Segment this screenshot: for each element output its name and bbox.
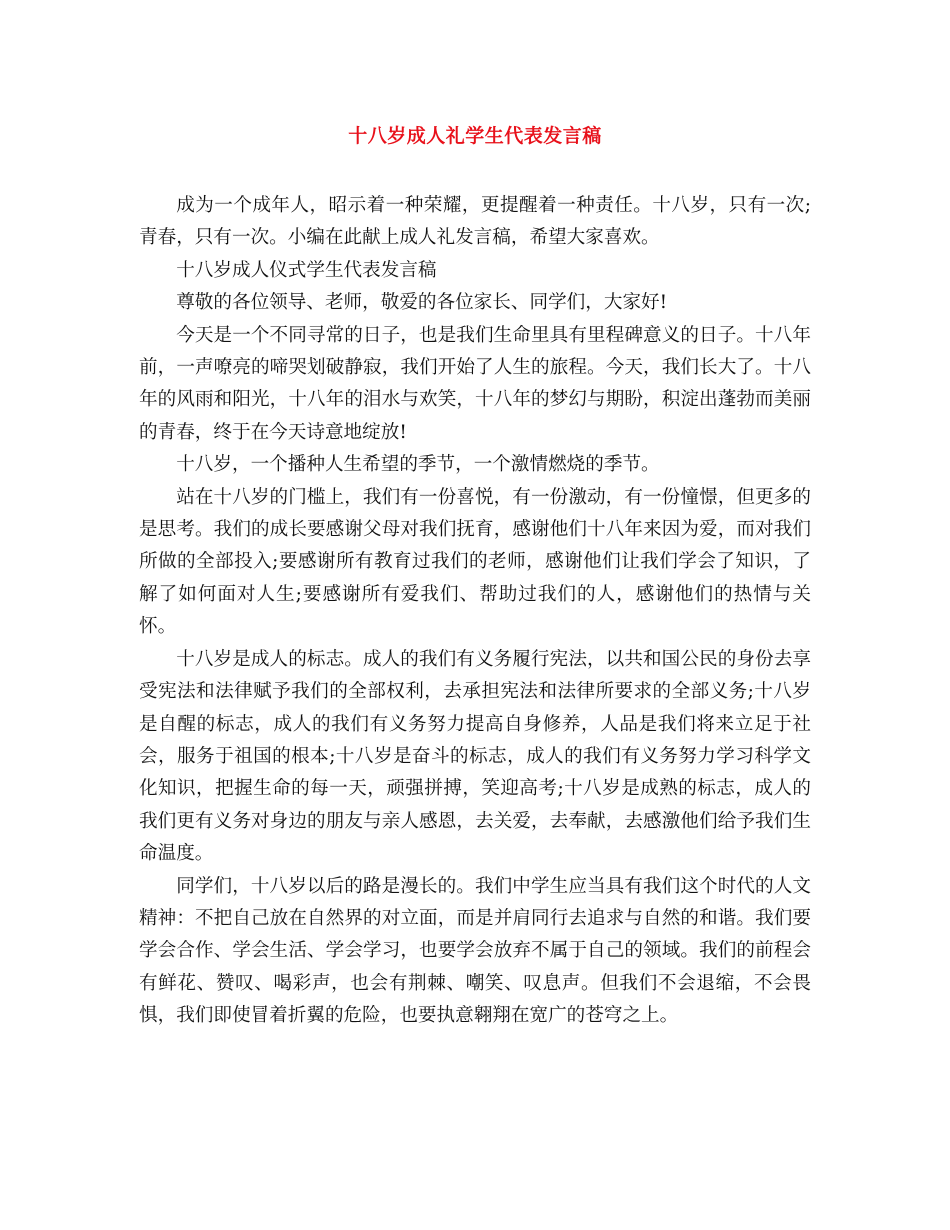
paragraph-threshold: 站在十八岁的门槛上，我们有一份喜悦，有一份激动，有一份憧憬，但更多的是思考。我们的成长要感谢父母对我们抚育，感谢他们十八年来因为爱，而对我们所做的全部投入;要感谢所有教育过我们的老师，感谢他们让我们学会了知识，了解了如何面对人生;要感谢所有爱我们、帮助过我们的人，感谢他们的热情与关怀。: [139, 486, 811, 638]
document-body: [139, 190, 811, 1033]
paragraph-greeting: 尊敬的各位领导、老师，敬爱的各位家长、同学们，大家好!: [176, 292, 668, 314]
paragraph-subtitle: 十八岁成人仪式学生代表发言稿: [176, 259, 437, 281]
document-title: 十八岁成人礼学生代表发言稿: [348, 125, 602, 147]
paragraph-season: 十八岁，一个播种人生希望的季节，一个激情燃烧的季节。: [176, 454, 660, 476]
paragraph-adulthood: 十八岁是成人的标志。成人的我们有义务履行宪法，以共和国公民的身份去享受宪法和法律赋予我们的全部权利，去承担宪法和法律所要求的全部义务;十八岁是自醒的标志，成人的我们有义务努力提高自身修养，人品是我们将来立足于社会，服务于祖国的根本;十八岁是奋斗的标志，成人的我们有义务努力学习科学文化知识，把握生命的每一天，顽强拼搏，笑迎高考;十八岁是成熟的标志，成人的我们更有义务对身边的朋友与亲人感恩，去关爱，去奉献，去感激他们给予我们生命温度。: [139, 648, 811, 865]
paragraph-future: 同学们，十八岁以后的路是漫长的。我们中学生应当具有我们这个时代的人文精神：不把自己放在自然界的对立面，而是并肩同行去追求与自然的和谐。我们要学会合作、学会生活、学会学习，也要学会放弃不属于自己的领域。我们的前程会有鲜花、赞叹、喝彩声，也会有荆棘、嘲笑、叹息声。但我们不会退缩，不会畏惧，我们即使冒着折翼的危险，也要执意翱翔在宽广的苍穹之上。: [139, 875, 811, 1027]
paragraph-today: 今天是一个不同寻常的日子，也是我们生命里具有里程碑意义的日子。十八年前，一声嘹亮的啼哭划破静寂，我们开始了人生的旅程。今天，我们长大了。十八年的风雨和阳光，十八年的泪水与欢笑，十八年的梦幻与期盼，积淀出蓬勃而美丽的青春，终于在今天诗意地绽放!: [139, 324, 811, 443]
paragraph-intro: 成为一个成年人，昭示着一种荣耀，更提醒着一种责任。十八岁，只有一次;青春，只有一次。小编在此献上成人礼发言稿，希望大家喜欢。: [139, 195, 811, 249]
